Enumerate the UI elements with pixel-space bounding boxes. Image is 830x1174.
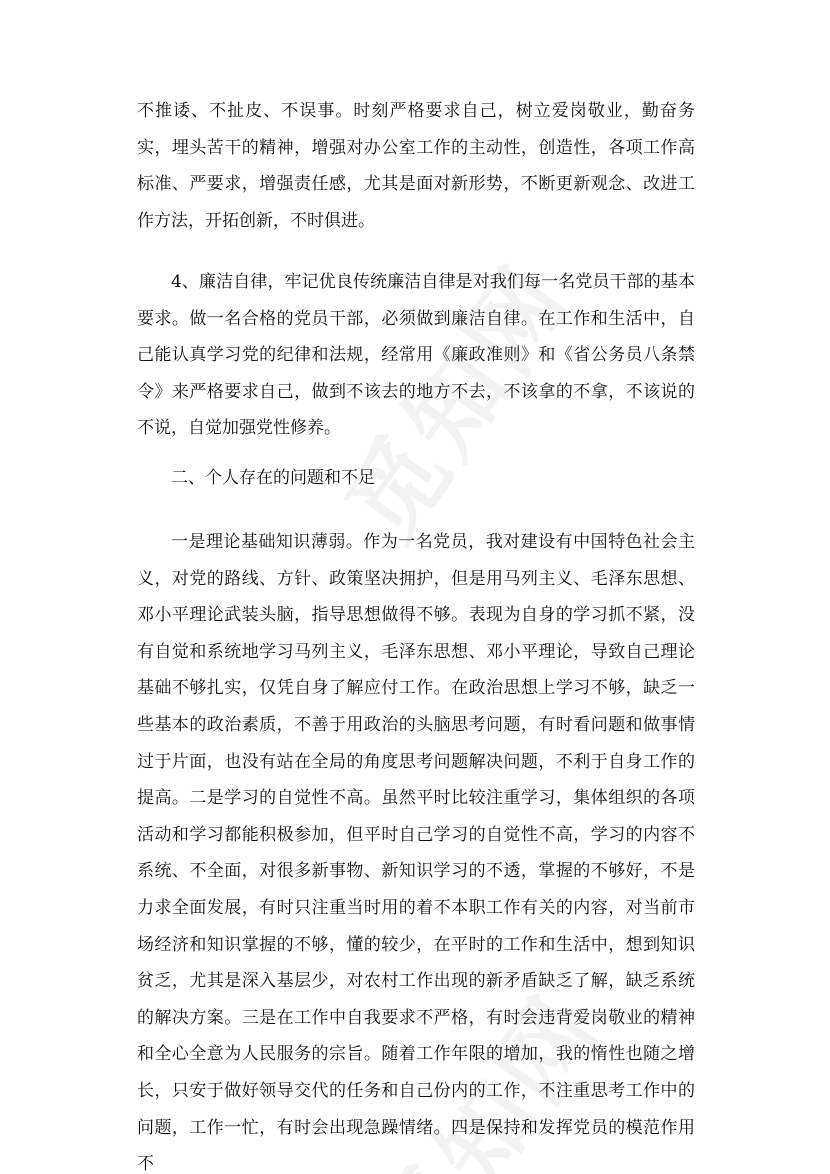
paragraph-work-attitude: 不推诿、不扯皮、不误事。时刻严格要求自己，树立爱岗敬业，勤奋务实，埋头苦干的精神，增强对办公室工作的主动性，创造性，各项工作高标准、严要求，增强责任感，尤其是面对新形势，不断更新观念、改进工作方法，开拓创新，不时俱进。 bbox=[137, 101, 695, 231]
paragraph-integrity: 4、廉洁自律，牢记优良传统廉洁自律是对我们每一名党员干部的基本要求。做一名合格的党员干部，必须做到廉洁自律。在工作和生活中，自己能认真学习党的纪律和法规，经常用《廉政准则》和《省公务员八条禁令》来严格要求自己，做到不该去的地方不去，不该拿的不拿，不该说的不说，自觉加强党性修养。 bbox=[137, 272, 695, 439]
section-heading-problems: 二、个人存在的问题和不足 bbox=[171, 468, 375, 488]
paragraph-problems: 一是理论基础知识薄弱。作为一名党员，我对建设有中国特色社会主义，对党的路线、方针、政策坚决拥护，但是用马列主义、毛泽东思想、邓小平理论武装头脑，指导思想做得不够。表现为自身的学习抓不紧，没有自觉和系统地学习马列主义，毛泽东思想、邓小平理论，导致自己理论基础不够扎实，仅凭自身了解应付工作。在政治思想上学习不够，缺乏一些基本的政治素质，不善于用政治的头脑思考问题，有时看问题和做事情过于片面，也没有站在全局的角度思考问题解决问题，不利于自身工作的提高。二是学习的自觉性不高。虽然平时比较注重学习，集体组织的各项活动和学习都能积极参加，但平时自己学习的自觉性不高，学习的内容不系统、不全面，对很多新事物、新知识学习的不透，掌握的不够好，不是力求全面发展，有时只注重当时用的着不本职工作有关的内容，对当前市场经济和知识掌握的不够，懂的较少，在平时的工作和生活中，想到知识贫乏，尤其是深入基层少，对农村工作出现的新矛盾缺乏了解，缺乏系统的解决方案。三是在工作中自我要求不严格，有时会违背爱岗敬业的精神和全心全意为人民服务的宗旨。随着工作年限的增加，我的惰性也随之增长，只安于做好领导交代的任务和自己份内的工作，不注重思考工作中的问题，工作一忙，有时会出现急躁情绪。四是保持和发挥党员的模范作用不 bbox=[137, 532, 695, 1174]
